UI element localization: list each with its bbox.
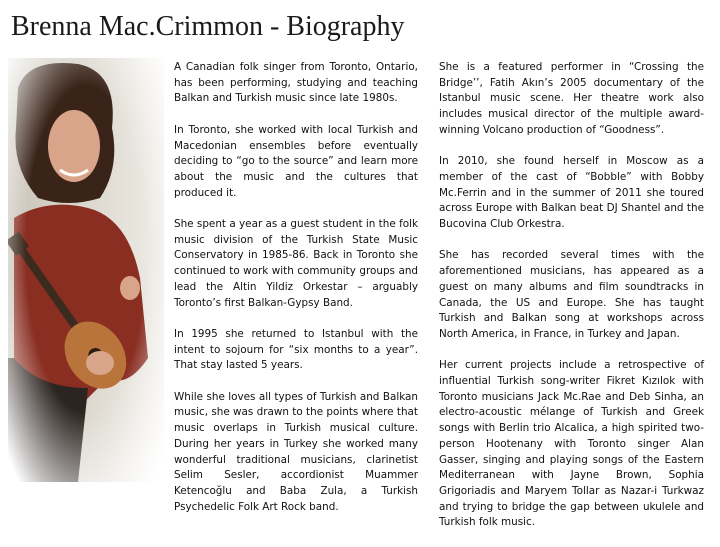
bio-paragraph: She spent a year as a guest student in the folk music division of the Turkish State Music Conservatory in 1985-86. Back in Toronto she continued to work with community groups and lead the Altin Yildiz Orkestar – arguably Toronto’s first Balkan-Gypsy Band.	[174, 218, 418, 309]
bio-paragraph: She is a featured performer in “Crossing the Bridge’’, Fatih Akın’s 2005 documentary of the Istanbul music scene. Her theatre work also includes musical director of the multiple award-winning Volcano production of “Goodness”.	[439, 61, 704, 136]
bio-paragraph: Her current projects include a retrospective of influential Turkish song-writer Fikret Kızılok with Toronto musicians Jack Mc.Rae and Deb Sinha, an electro-acoustic mélange of Turkish and Greek songs with Berlin trio Alcalica, a high spirited two-person Hootenany with Toronto singer Alan Gasser, singing and playing songs of the Eastern Mediterranean with Jayne Brown, Sophia Grigoriadis and Maryem Tollar as Nazar-i Turkwaz and trying to bridge the gap between ukulele and Turkish folk music.	[439, 359, 704, 529]
bio-paragraph: In 2010, she found herself in Moscow as a member of the cast of “Bobble” with Bobby Mc.Ferrin and in the summer of 2011 she toured across Europe with Balkan beat DJ Shantel and the Bucovina Club Orkestra.	[439, 155, 704, 231]
biography-left-column	[174, 60, 418, 531]
page-title: Brenna Mac.Crimmon - Biography	[11, 11, 405, 42]
bio-paragraph: In Toronto, she worked with local Turkish and Macedonian ensembles before eventually deciding to “go to the source” and learn more about the music and the cultures that produced it.	[174, 123, 418, 199]
bio-paragraph: She has recorded several times with the aforementioned musicians, has appeared as a guest on many albums and film soundtracks in Canada, the US and Europe. She has taught Turkish and Balkan song at workshops across North America, in France, in Turkey and Japan.	[439, 249, 704, 340]
bio-paragraph: In 1995 she returned to Istanbul with the intent to sojourn for “six months to a year”. That stay lasted 5 years.	[174, 327, 418, 372]
biography-right-column	[439, 60, 704, 547]
portrait-photo	[8, 58, 164, 482]
bio-paragraph: While she loves all types of Turkish and Balkan music, she was drawn to the points where that music overlaps in Turkish musical culture. During her years in Turkey she worked many wonderful traditional musicians, clarinetist Selim Sesler, accordionist Muammer Ketencoğlu and Baba Zula, a Turkish Psychedelic Folk Art Rock band.	[174, 390, 418, 513]
bio-paragraph: A Canadian folk singer from Toronto, Ontario, has been performing, studying and teaching Balkan and Turkish music since late 1980s.	[174, 61, 418, 105]
